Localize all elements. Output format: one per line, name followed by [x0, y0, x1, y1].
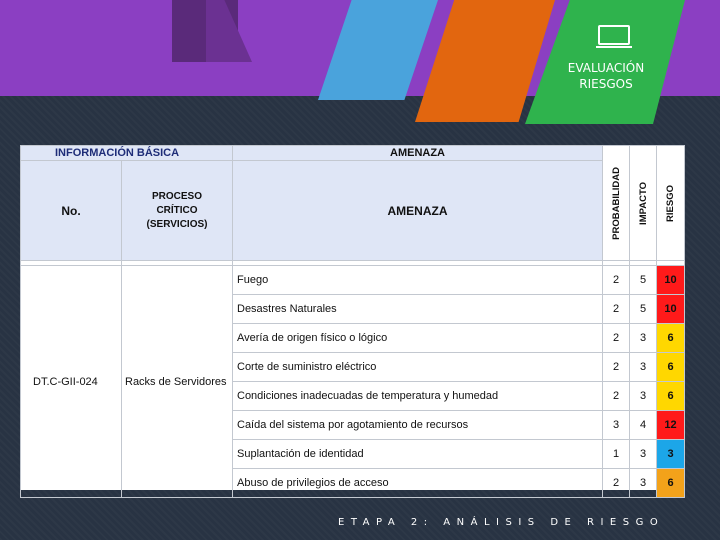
- risk-cell: 3: [657, 440, 685, 469]
- header-probabilidad: PROBABILIDAD: [603, 146, 630, 261]
- impact-cell: 3: [630, 324, 657, 353]
- risk-cell: 10: [657, 295, 685, 324]
- probability-cell: 1: [603, 440, 630, 469]
- probability-cell: 2: [603, 382, 630, 411]
- risk-cell: 6: [657, 382, 685, 411]
- probability-cell: 2: [603, 353, 630, 382]
- top-decoration: [0, 0, 720, 96]
- presentation-screen-icon: [598, 25, 630, 45]
- probability-cell: 2: [603, 469, 630, 498]
- impact-cell: 5: [630, 266, 657, 295]
- header-impacto: IMPACTO: [630, 146, 657, 261]
- header-informacion-basica: INFORMACIÓN BÁSICA: [21, 146, 233, 161]
- threat-cell: Suplantación de identidad: [233, 440, 603, 469]
- probability-cell: 2: [603, 295, 630, 324]
- footer-caption: ETAPA 2: ANÁLISIS DE RIESGO: [338, 517, 665, 528]
- risk-cell: 6: [657, 353, 685, 382]
- slide-title: [548, 60, 664, 92]
- header-proceso-critico: PROCESO CRÍTICO (SERVICIOS): [122, 161, 233, 261]
- threat-cell: Caída del sistema por agotamiento de recursos: [233, 411, 603, 440]
- threat-cell: Avería de origen físico o lógico: [233, 324, 603, 353]
- impact-cell: 3: [630, 353, 657, 382]
- threat-cell: Condiciones inadecuadas de temperatura y humedad: [233, 382, 603, 411]
- slide-title-line1: EVALUACIÓN: [567, 61, 645, 75]
- slide-title-line2: RIESGOS: [579, 77, 633, 91]
- risk-table: [20, 145, 685, 498]
- impact-cell: 3: [630, 382, 657, 411]
- table-row: [21, 266, 685, 295]
- header-no: No.: [21, 161, 122, 261]
- header-riesgo: RIESGO: [657, 146, 685, 261]
- risk-cell: 12: [657, 411, 685, 440]
- impact-cell: 3: [630, 440, 657, 469]
- critical-process: Racks de Servidores: [122, 266, 233, 498]
- threat-cell: Fuego: [233, 266, 603, 295]
- threat-cell: Corte de suministro eléctrico: [233, 353, 603, 382]
- probability-cell: 3: [603, 411, 630, 440]
- impact-cell: 5: [630, 295, 657, 324]
- asset-code: DT.C-GII-024: [21, 266, 122, 498]
- probability-cell: 2: [603, 324, 630, 353]
- header-amenaza: AMENAZA: [233, 161, 603, 261]
- header-amenaza-section: AMENAZA: [233, 146, 603, 161]
- threat-cell: Desastres Naturales: [233, 295, 603, 324]
- impact-cell: 3: [630, 469, 657, 498]
- risk-table-panel: [20, 145, 684, 490]
- probability-cell: 2: [603, 266, 630, 295]
- impact-cell: 4: [630, 411, 657, 440]
- risk-cell: 6: [657, 324, 685, 353]
- threat-cell: Abuso de privilegios de acceso: [233, 469, 603, 498]
- risk-cell: 10: [657, 266, 685, 295]
- risk-cell: 6: [657, 469, 685, 498]
- risk-table-body: [21, 266, 685, 498]
